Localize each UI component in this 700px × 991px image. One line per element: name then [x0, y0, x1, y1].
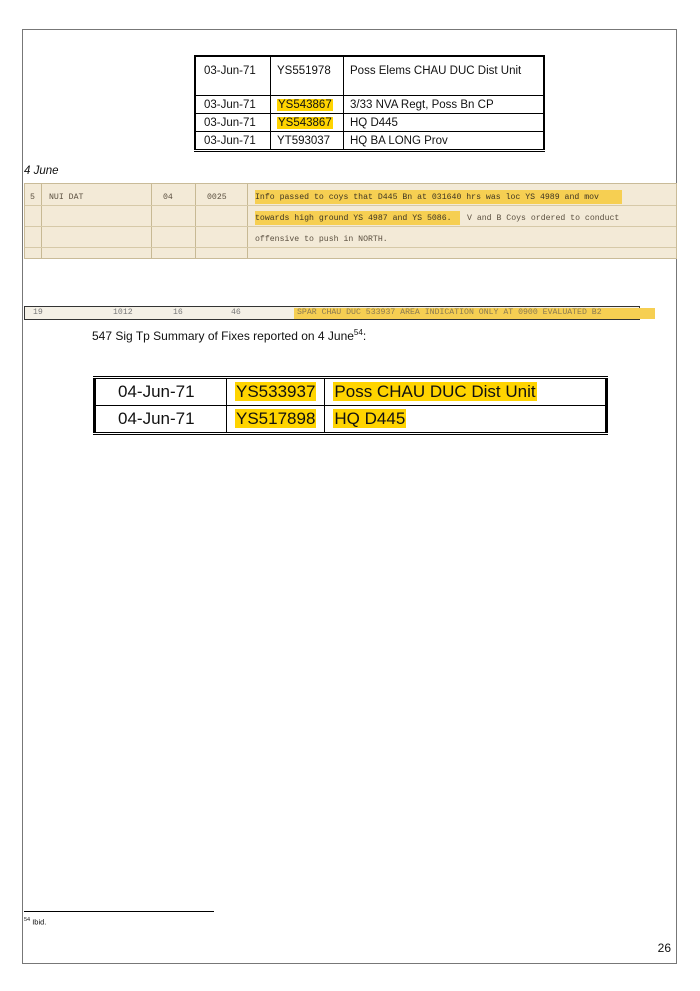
table-row [195, 132, 544, 151]
highlighted-grid: YS543867 [278, 116, 332, 129]
log-time: 0025 [207, 193, 227, 202]
log-excerpt-scan [24, 183, 677, 259]
description-cell [325, 378, 607, 406]
log-from: NUI DAT [49, 193, 84, 202]
fixes-table-4-june [93, 376, 608, 435]
footnote-text: Ibid. [30, 917, 47, 927]
description-cell: HQ BA LONG Prov [344, 132, 545, 151]
log-text-line-3: offensive to push in NORTH. [255, 235, 388, 244]
log-text-line-2: towards high ground YS 4987 and YS 5086. [255, 214, 452, 223]
highlighted-grid: YS533937 [236, 382, 316, 401]
description-cell [325, 406, 607, 434]
table-row [195, 56, 544, 96]
description-cell: HQ D445 [344, 114, 545, 132]
footnote [24, 917, 46, 927]
log-text-line-1: Info passed to coys that D445 Bn at 031640 hrs was loc YS 4989 and mov [255, 193, 599, 202]
page-number: 26 [657, 941, 671, 955]
table-row [195, 114, 544, 132]
date-cell: 04-Jun-71 [95, 378, 227, 406]
log-text: SPAR CHAU DUC 533937 AREA INDICATION ONLY AT 0900 EVALUATED B2 [297, 308, 602, 317]
grid-cell [271, 114, 344, 132]
table-row [95, 406, 607, 434]
page-border [22, 29, 677, 964]
highlighted-description: Poss CHAU DUC Dist Unit [334, 382, 536, 401]
summary-caption [92, 328, 366, 343]
description-cell: 3/33 NVA Regt, Poss Bn CP [344, 96, 545, 114]
date-cell: 03-Jun-71 [195, 96, 271, 114]
grid-cell: YS551978 [271, 56, 344, 96]
date-cell: 03-Jun-71 [195, 114, 271, 132]
log-col-4: 46 [231, 308, 241, 317]
grid-cell [227, 378, 325, 406]
footnote-ref[interactable]: 54 [353, 328, 363, 337]
grid-cell [227, 406, 325, 434]
log-serial: 19 [33, 308, 43, 317]
highlighted-description: HQ D445 [334, 409, 406, 428]
highlighted-grid: YS543867 [278, 98, 332, 111]
log-excerpt-scan-2 [24, 306, 640, 320]
grid-cell: YT593037 [271, 132, 344, 151]
log-day: 04 [163, 193, 173, 202]
description-cell: Poss Elems CHAU DUC Dist Unit [344, 56, 545, 96]
date-cell: 03-Jun-71 [195, 132, 271, 151]
log-col-3: 16 [173, 308, 183, 317]
section-heading: 4 June [24, 165, 59, 177]
table-row [95, 378, 607, 406]
log-text-line-2-cont: V and B Coys ordered to conduct [467, 214, 620, 223]
grid-cell [271, 96, 344, 114]
date-cell: 03-Jun-71 [195, 56, 271, 96]
summary-suffix: : [362, 329, 367, 343]
footnote-rule [24, 911, 214, 912]
summary-text: 547 Sig Tp Summary of Fixes reported on 4 June [92, 329, 354, 343]
log-serial: 5 [30, 193, 35, 202]
footnote-number: 54 [24, 917, 31, 923]
table-row [195, 96, 544, 114]
highlighted-grid: YS517898 [236, 409, 316, 428]
log-col-2: 1012 [113, 308, 133, 317]
date-cell: 04-Jun-71 [95, 406, 227, 434]
fixes-table-3-june [194, 55, 545, 152]
